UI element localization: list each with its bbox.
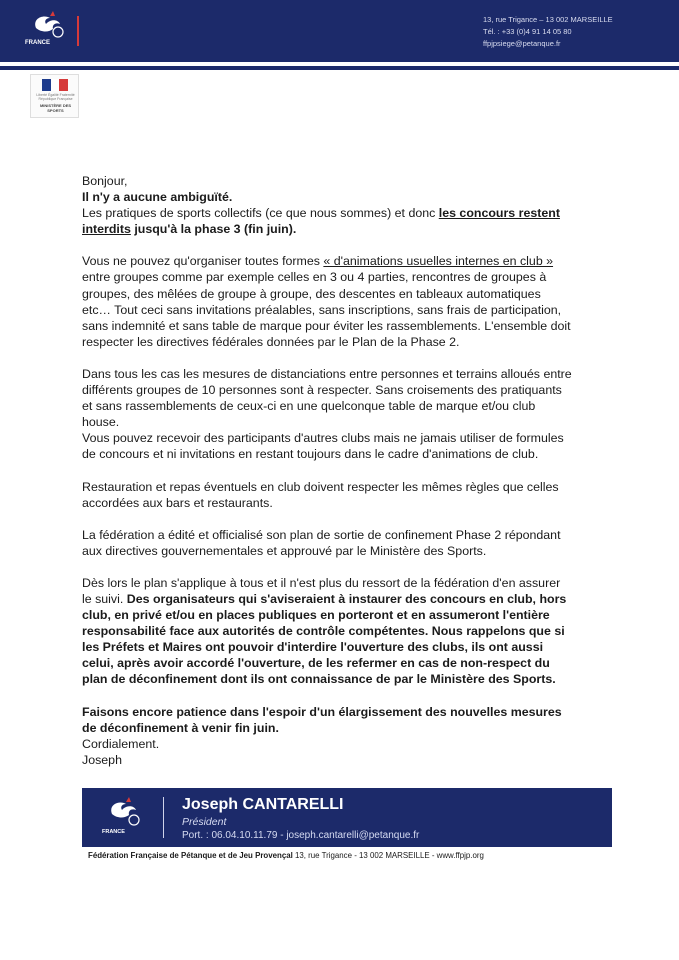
paragraph-animations: [82, 253, 572, 350]
p2-emphasis: « d'animations usuelles internes en club »: [323, 254, 554, 269]
p2-rest: entre groupes comme par exemple celles en 3 ou 4 parties, rencontres de groupes à groupes, des mêlées de groupe à groupe, des descentes en tableaux automatiques etc… Tout ceci sans invitations préalables, sans inscriptions, sans frais de participation, sans indemnité et sans table de marque pour éviter les rassemblements. L'ensemble doit respecter les directives fédérales données par le Plan de la Phase 2.: [82, 270, 571, 349]
header-contact: [483, 14, 653, 50]
french-flag-icon: [42, 79, 68, 91]
footer-organization: [88, 851, 608, 861]
p1-end: jusqu'à la phase 3 (fin juin).: [130, 222, 297, 237]
ffpjp-logo-icon: [22, 10, 70, 50]
p7-emphasis: Des organisateurs qui s'aviseraient à instaurer des concours en club, hors club, en privé et/ou en places publiques en porteront et en assumeront l'entière responsabilité face aux autorités de contrôle compétentes. Nous rappelons que si les Préfets et Maires ont pouvoir d'interdire l'ouverture des clubs, ils ont aussi celui, après avoir accordé l'ouverture, de les refermer en cas de non-respect du plan de déconfinement dont ils ont connaissance de par le Ministère des Sports.: [82, 591, 567, 687]
header-divider: [77, 16, 79, 46]
header-band: [0, 0, 679, 66]
letter-body: [82, 173, 572, 768]
paragraph-collective-sports: [82, 205, 572, 237]
footer-address: 13, rue Trigance - 13 002 MARSEILLE - www.ffpjp.org: [292, 851, 484, 860]
ministry-subtitle: Liberté Égalité Fraternité République Française: [36, 93, 75, 101]
no-ambiguity-line: Il n'y a aucune ambiguïté.: [82, 190, 233, 205]
p1-text: Les pratiques de sports collectifs (ce que nous sommes) et donc: [82, 206, 439, 221]
ministry-name: MINISTÈRE DES SPORTS: [39, 103, 72, 113]
header-email[interactable]: ffpjpsiege@petanque.fr: [483, 39, 561, 48]
signature-banner: [82, 788, 612, 847]
ffpjp-logo-icon: [100, 796, 144, 838]
header-phone: Tél. : +33 (0)4 91 14 05 80: [483, 27, 572, 36]
closing: Cordialement.: [82, 736, 160, 751]
footer-org-name: Fédération Française de Pétanque et de Jeu Provençal: [88, 851, 293, 860]
p7-text: Dès lors le plan s'applique à tous et il n'est plus du ressort de la fédération d'en assurer le suivi.: [82, 575, 561, 606]
signoff: Joseph: [82, 752, 122, 767]
paragraph-other-clubs: Vous pouvez recevoir des participants d'autres clubs mais ne jamais utiliser de formules de concours et ni invitations en restant toujours dans le cadre d'animations de club.: [82, 431, 564, 462]
paragraph-distancing: Dans tous les cas les mesures de distanciations entre personnes et terrains alloués entre différents groupes de 10 personnes sont à respecter. Sans croisements des pratiquants et sans rassemblements de ceux-ci en une quelconque table de marque et/ou club house.: [82, 366, 572, 430]
p2-text: Vous ne pouvez qu'organiser toutes formes: [82, 254, 324, 269]
paragraph-patience: Faisons encore patience dans l'espoir d'un élargissement des nouvelles mesures de déconfinement à venir fin juin.: [82, 704, 562, 735]
signature-role: Président: [182, 816, 227, 828]
p1-emphasis: les concours restent interdits: [82, 206, 560, 237]
ministry-logo: [30, 74, 79, 118]
logo-text: FRANCE: [25, 40, 50, 46]
paragraph-federation-plan: La fédération a édité et officialisé son plan de sortie de confinement Phase 2 répondant aux directives gouvernementales et approuvé par le Ministère des Sports.: [82, 527, 561, 558]
footer-logo-text: FRANCE: [102, 829, 125, 835]
paragraph-catering: Restauration et repas éventuels en club doivent respecter les mêmes règles que celles accordées aux bars et restaurants.: [82, 479, 559, 510]
header-address: 13, rue Trigance – 13 002 MARSEILLE: [483, 15, 613, 24]
footer-divider: [163, 797, 164, 838]
greeting: Bonjour,: [82, 174, 128, 188]
signature-name: Joseph CANTARELLI: [182, 796, 344, 813]
signature-contact: Port. : 06.04.10.11.79 - joseph.cantarelli@petanque.fr: [182, 830, 420, 841]
paragraph-responsibility: [82, 575, 572, 688]
